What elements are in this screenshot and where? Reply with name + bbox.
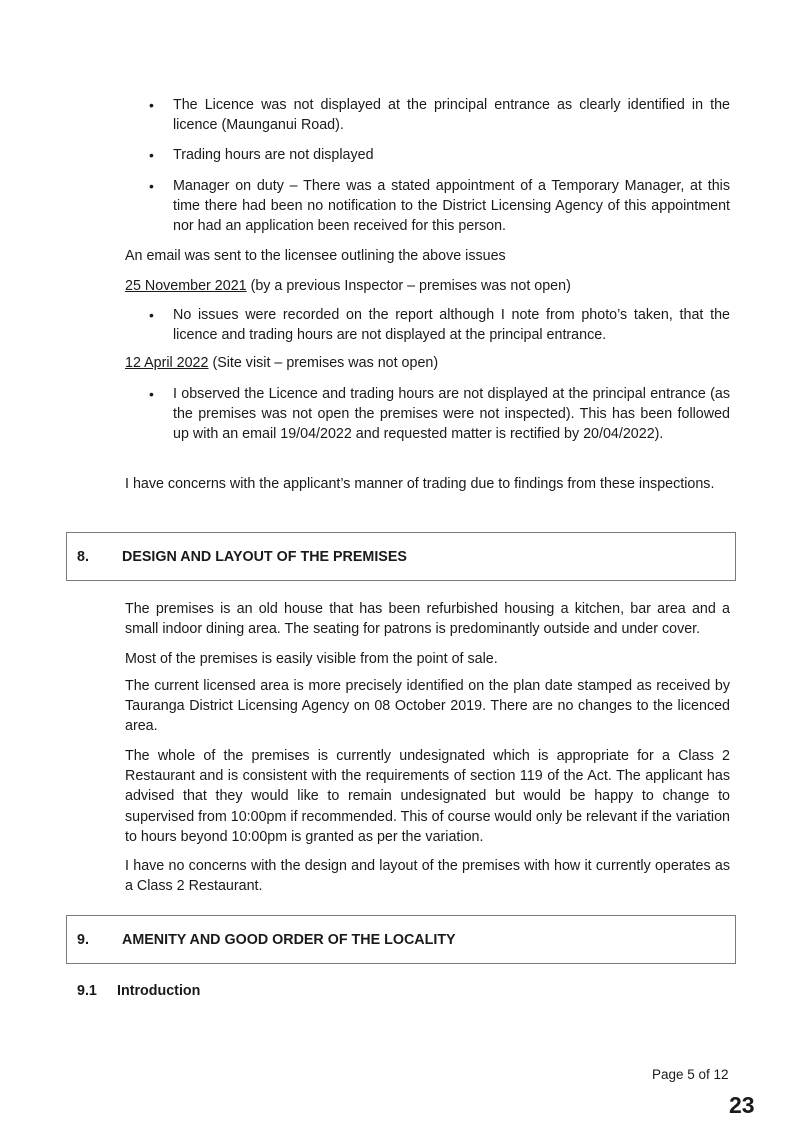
visit-note: (by a previous Inspector – premises was not open): [246, 278, 571, 294]
visit-date: 25 November 2021: [125, 278, 247, 294]
subsection-title: Introduction: [117, 983, 201, 999]
page-number: 23: [729, 1092, 755, 1118]
section-8-paragraph: I have no concerns with the design and layout of the premises with how it currently operates as a Class 2 Restaurant.: [125, 858, 730, 895]
section-title: AMENITY AND GOOD ORDER OF THE LOCALITY: [122, 931, 456, 948]
bullet-icon: •: [149, 307, 154, 323]
list-item: • Manager on duty – There was a stated appointment of a Temporary Manager, at this time there had been no notification to the District Licensing Agency of this appointment nor had an application been received for this person.: [149, 177, 730, 235]
bullet-list-inspection-issues: [125, 95, 730, 246]
visit-apr-heading: [125, 353, 730, 373]
section-8-paragraph: The current licensed area is more precisely identified on the plan date stamped as received by Tauranga District Licensing Agency on 08 October 2019. There are no changes to the licenced area.: [125, 678, 730, 735]
bullet-list-nov-visit: [125, 305, 730, 355]
concerns-paragraph: I have concerns with the applicant’s manner of trading due to findings from these inspections.: [125, 476, 715, 492]
bullet-icon: •: [149, 147, 154, 164]
bullet-icon: •: [149, 177, 154, 194]
section-8-paragraph: Most of the premises is easily visible from the point of sale.: [125, 651, 498, 667]
bullet-list-apr-visit: [125, 384, 730, 455]
section-8-heading-box: [66, 532, 736, 581]
list-item: • I observed the Licence and trading hours are not displayed at the principal entrance (as the premises was not open the premises were not inspected). This has been followed up with an email 19/04/2022 and requested matter is rectified by 20/04/2022).: [149, 386, 730, 443]
bullet-icon: •: [149, 386, 154, 402]
section-title: DESIGN AND LAYOUT OF THE PREMISES: [122, 548, 407, 565]
section-number: 9.: [77, 931, 89, 948]
visit-nov-heading: [125, 276, 730, 296]
section-number: 8.: [77, 548, 89, 565]
section-8-paragraph: The whole of the premises is currently undesignated which is appropriate for a Class 2 Restaurant and is consistent with the requirements of section 119 of the Act. The applicant has advised that they would like to remain undesignated but would be happy to change to supervised from 10:00pm if recommended. This of course would only be relevant if the variation to hours beyond 10:00pm is granted as per the variation.: [125, 748, 730, 845]
list-item: • No issues were recorded on the report although I note from photo’s taken, that the licence and trading hours are not displayed at the principal entrance.: [149, 307, 730, 344]
page-indicator: Page 5 of 12: [652, 1067, 729, 1082]
visit-note: (Site visit – premises was not open): [208, 355, 439, 371]
bullet-icon: •: [149, 97, 154, 113]
visit-date: 12 April 2022: [125, 355, 209, 371]
list-item: • Trading hours are not displayed: [125, 145, 730, 165]
list-item: • The Licence was not displayed at the principal entrance as clearly identified in the licence (Maunganui Road).: [149, 97, 730, 134]
section-9-heading-box: [66, 915, 736, 964]
subsection-number: 9.1: [77, 983, 97, 999]
email-sent-paragraph: An email was sent to the licensee outlining the above issues: [125, 248, 506, 264]
section-8-paragraph: The premises is an old house that has been refurbished housing a kitchen, bar area and a small indoor dining area. The seating for patrons is predominantly outside and under cover.: [125, 601, 730, 638]
subsection-heading: [77, 983, 200, 999]
